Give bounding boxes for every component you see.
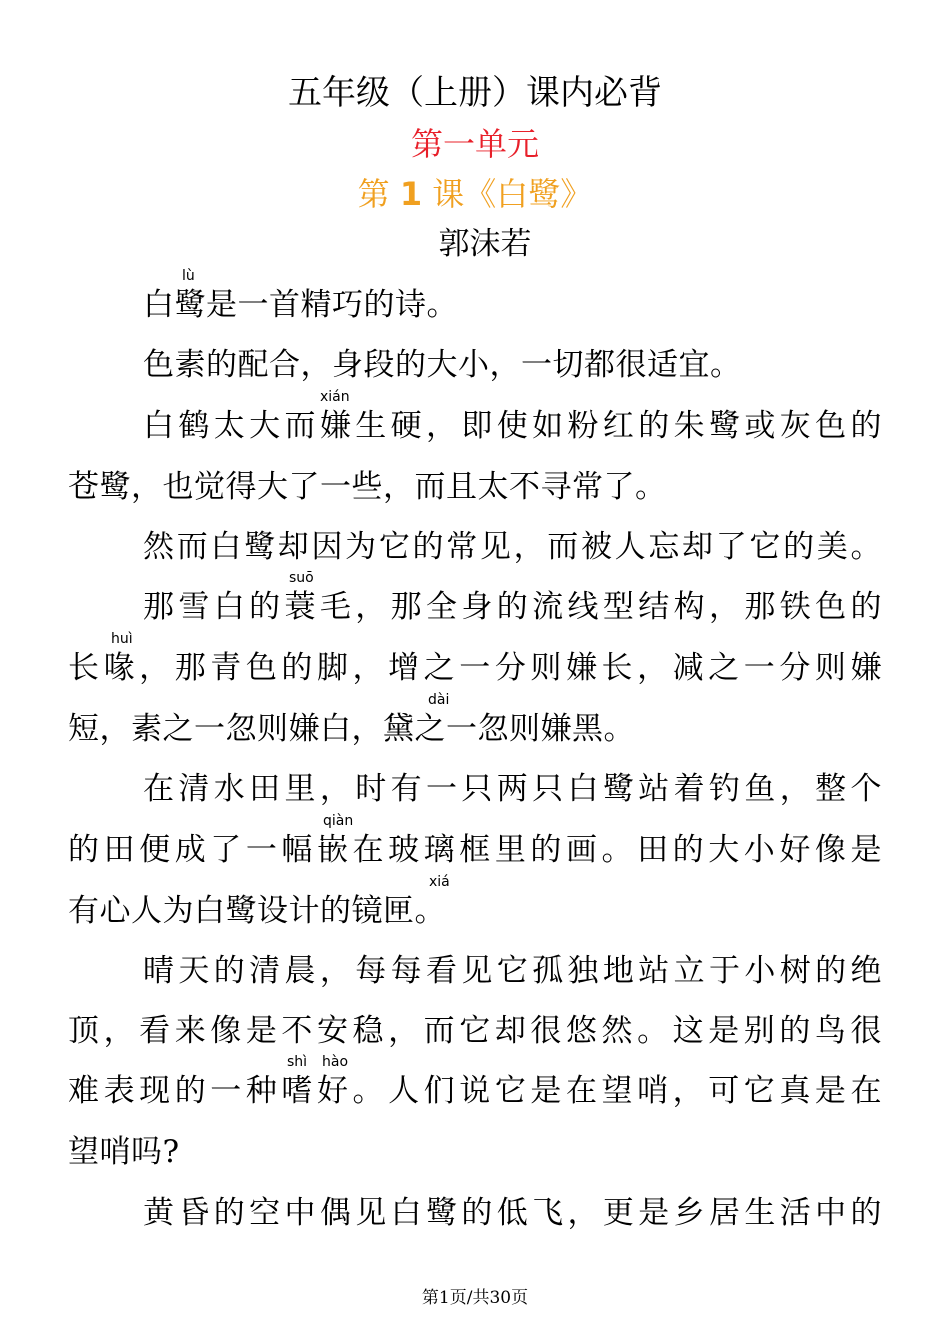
- text-line: 难表现的一种嗜好。人们说它是在望哨，可它真是在: [68, 1073, 882, 1109]
- pinyin-suo: suō: [289, 570, 314, 586]
- text-line: 在清水田里，时有一只两只白鹭站着钓鱼，整个: [143, 771, 882, 807]
- text-line: 黄昏的空中偶见白鹭的低飞，更是乡居生活中的: [143, 1195, 882, 1231]
- pinyin-shi: shì: [287, 1054, 308, 1070]
- lesson-heading: [0, 170, 950, 218]
- text-line: 那雪白的蓑毛，那全身的流线型结构，那铁色的: [143, 589, 882, 625]
- text-line: 白鹤太大而嫌生硬，即使如粉红的朱鹭或灰色的: [143, 408, 882, 444]
- text-line: 顶，看来像是不安稳，而它却很悠然。这是别的鸟很: [68, 1013, 882, 1049]
- document-title: 五年级（上册）课内必背: [288, 73, 662, 113]
- unit-heading: 第一单元: [410, 125, 539, 163]
- pinyin-hao: hào: [322, 1054, 349, 1070]
- lesson-title: 课《白鹭》: [422, 175, 593, 213]
- text-line: 长喙，那青色的脚，增之一分则嫌长，减之一分则嫌: [68, 650, 882, 686]
- text-line: 的田便成了一幅嵌在玻璃框里的画。田的大小好像是: [68, 832, 882, 868]
- pinyin-dai: dài: [428, 692, 450, 708]
- author-name: 郭沫若: [438, 226, 532, 262]
- text-line: 望哨吗?: [68, 1134, 180, 1170]
- text-line: 有心人为白鹭设计的镜匣。: [68, 893, 446, 929]
- text-line: 然而白鹭却因为它的常见，而被人忘却了它的美。: [143, 529, 882, 565]
- text-line: 色素的配合，身段的大小，一切都很适宜。: [143, 347, 742, 383]
- text-line: 苍鹭，也觉得大了一些，而且太不寻常了。: [68, 469, 667, 505]
- text-line: 晴天的清晨，每每看见它孤独地站立于小树的绝: [143, 953, 882, 989]
- lesson-prefix: 第: [357, 175, 400, 213]
- text-line: 白鹭是一首精巧的诗。: [143, 287, 458, 323]
- pinyin-lu: lù: [182, 268, 195, 284]
- page-number: 第1页/共30页: [421, 1288, 529, 1308]
- pinyin-qian: qiàn: [323, 813, 354, 829]
- text-line: 短，素之一忽则嫌白，黛之一忽则嫌黑。: [68, 711, 635, 747]
- lesson-number: 1: [399, 175, 423, 213]
- pinyin-xian: xián: [320, 389, 350, 405]
- pinyin-hui: huì: [111, 631, 133, 647]
- pinyin-xia: xiá: [429, 874, 450, 890]
